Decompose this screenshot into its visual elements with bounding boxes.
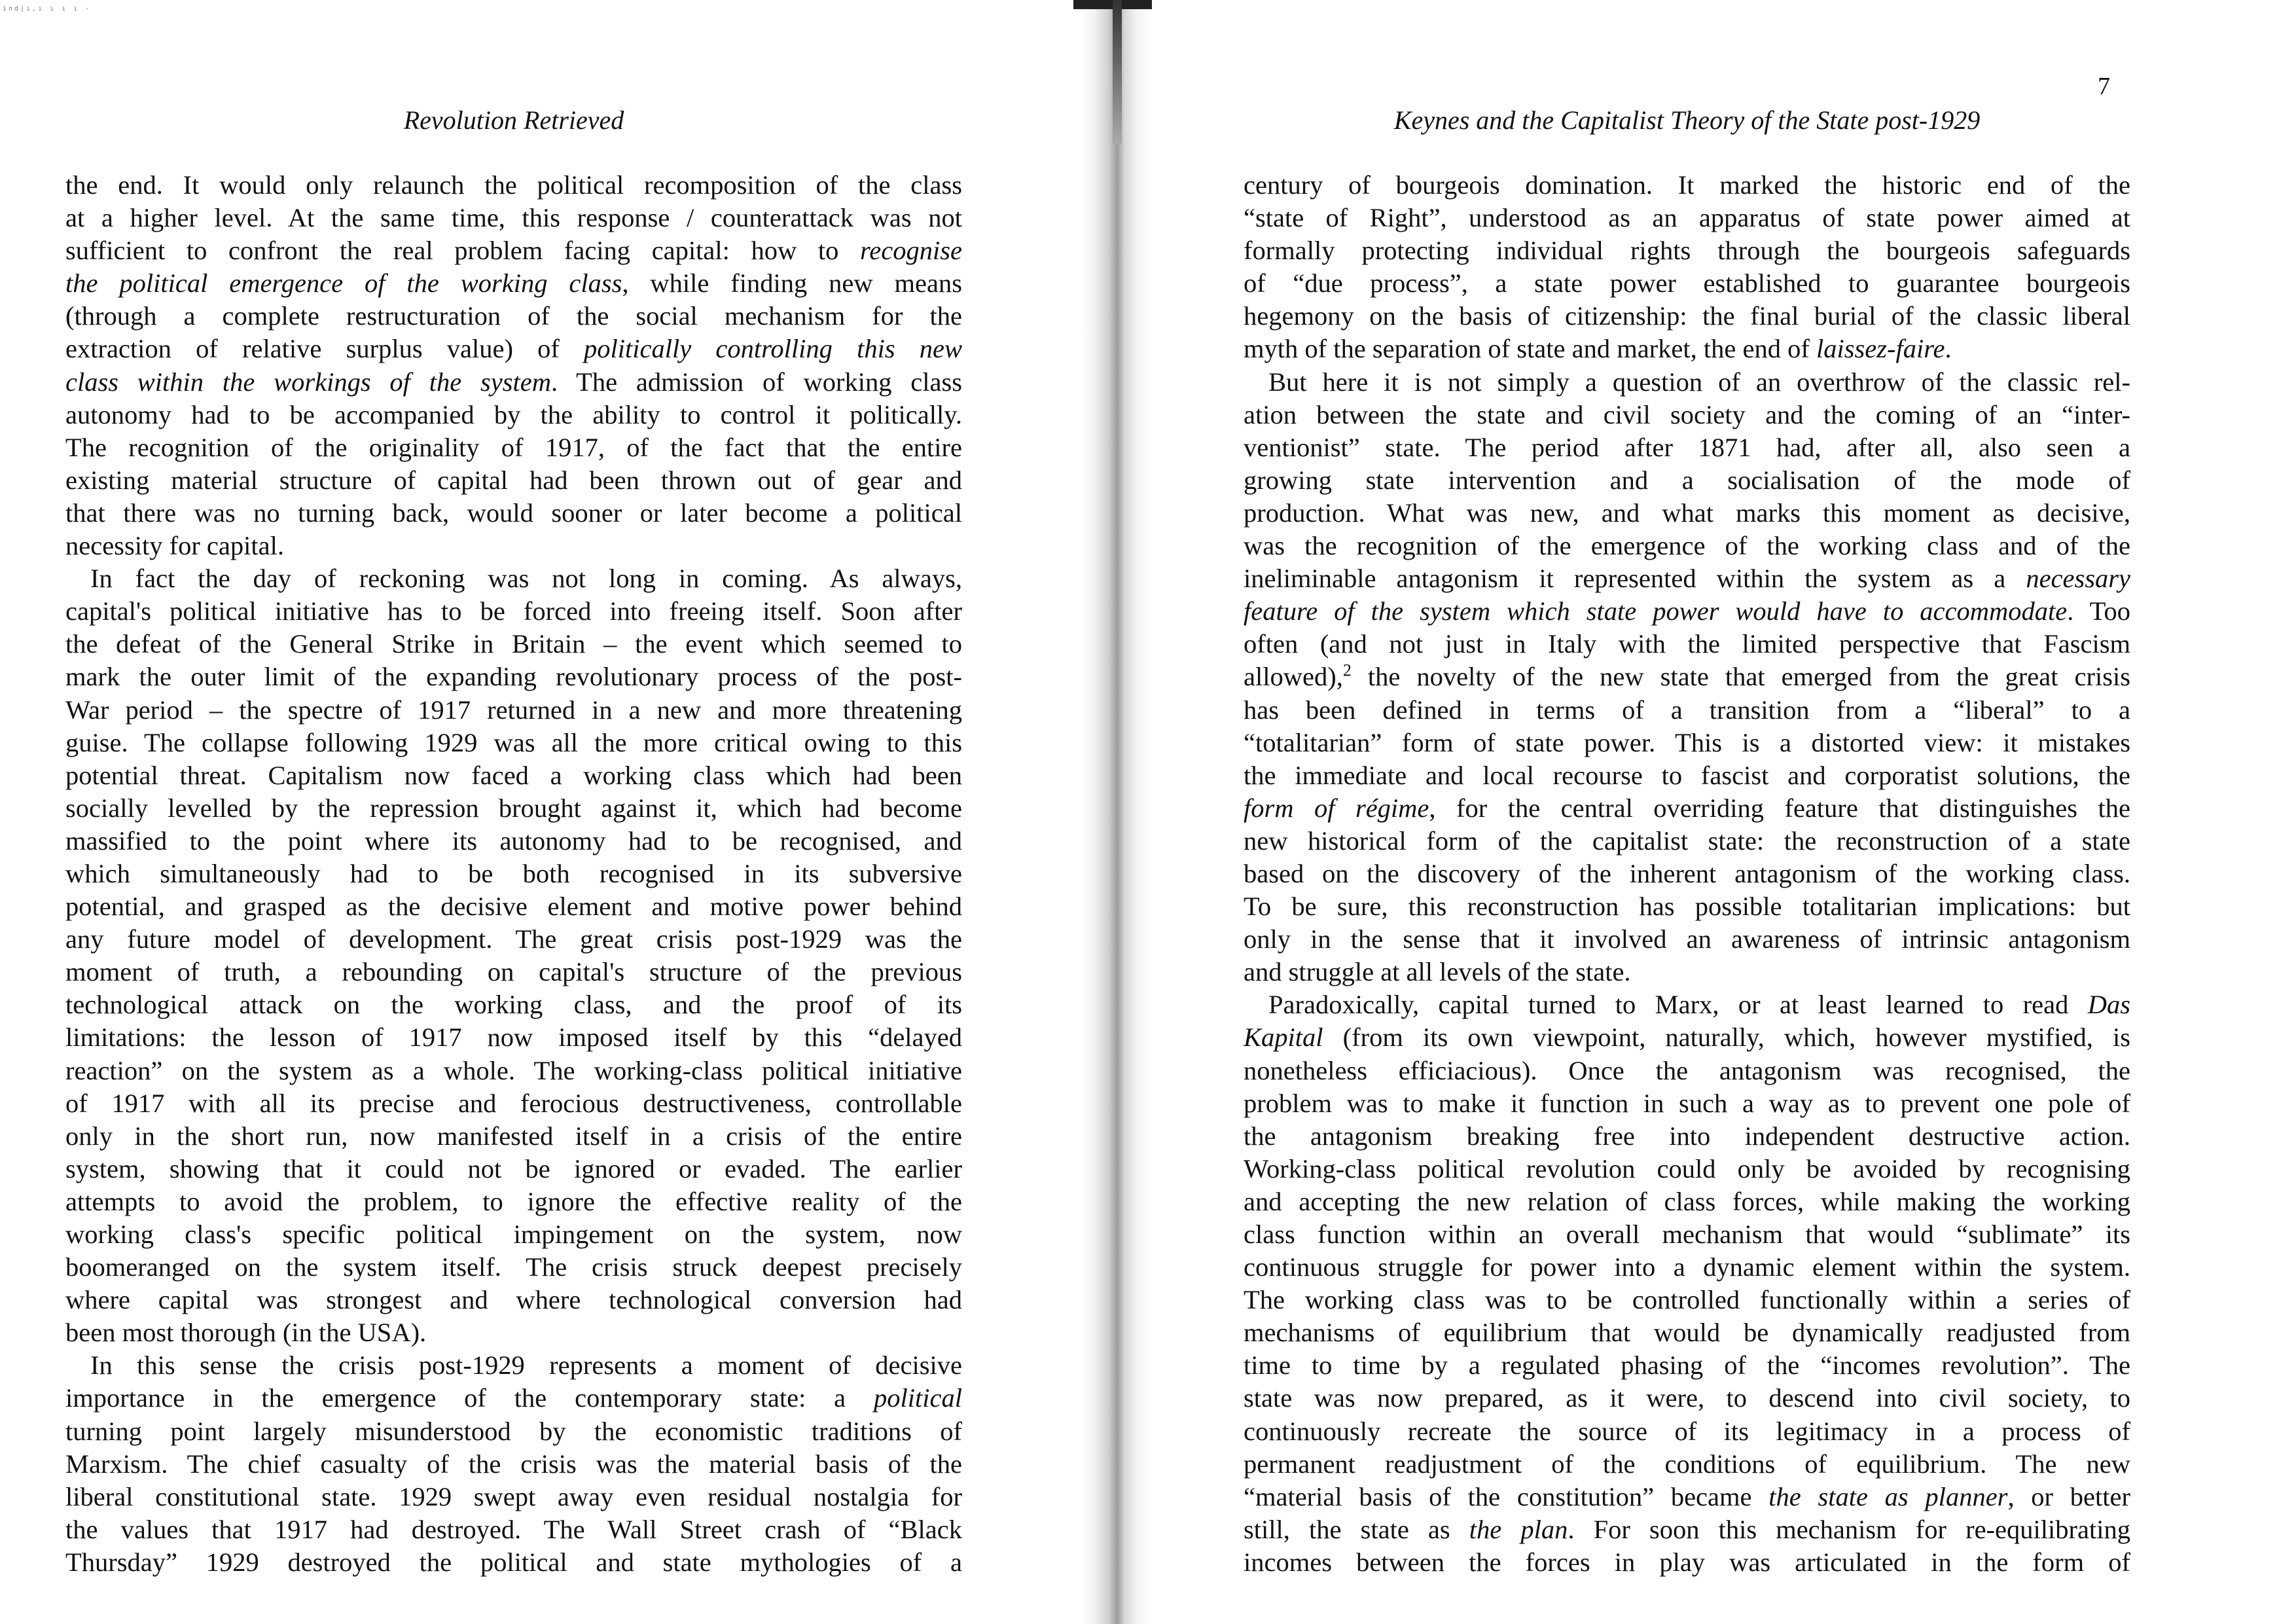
text-line: formally protecting individual rights through the bourgeois safeguards: [1244, 236, 2130, 266]
text-line: problem was to make it function in such a way as to prevent one pole of: [1244, 1088, 2130, 1118]
text-segment: .: [1945, 334, 1952, 364]
italic-text: recognise: [860, 236, 962, 266]
text-line: mark the outer limit of the expanding revolutionary process of the post-: [65, 662, 962, 692]
text-line: liberal constitutional state. 1929 swept away even residual nostalgia for: [65, 1481, 962, 1511]
text-segment: (from its own viewpoint, naturally, which, however mystified, is: [1323, 1022, 2130, 1053]
text-line: The recognition of the originality of 1917, of the fact that the entire: [65, 432, 962, 462]
text-line: [1244, 792, 2130, 825]
text-line: [1244, 988, 2130, 1021]
text-line: [1244, 595, 2130, 628]
text-line: [1244, 1021, 2130, 1054]
text-segment: , for the central overriding feature that distinguishes the: [1429, 793, 2130, 823]
text-segment: . The admission of working class: [550, 367, 963, 397]
text-line: [65, 333, 962, 365]
text-segment: . For soon this mechanism for re-equilibrating: [1568, 1514, 2130, 1544]
text-segment: Paradoxically, capital turned to Marx, or at least learned to read: [1268, 990, 2088, 1020]
text-line: been most thorough (in the USA).: [65, 1318, 427, 1348]
text-line: incomes between the forces in play was articulated in the form of: [1244, 1547, 2130, 1577]
text-line: of 1917 with all its precise and ferocious destructiveness, controllable: [65, 1088, 962, 1118]
text-line: working class's specific political impingement on the system, now: [65, 1219, 962, 1249]
text-line: century of bourgeois domination. It marked the historic end of the: [1244, 170, 2130, 200]
text-line: [1244, 1513, 2130, 1546]
text-line: that there was no turning back, would sooner or later become a political: [65, 497, 962, 528]
text-line: the defeat of the General Strike in Britain – the event which seemed to: [65, 629, 962, 659]
left-page-body: [65, 169, 962, 1579]
text-line: new historical form of the capitalist state: the reconstruction of a state: [1244, 825, 2130, 856]
text-line: moment of truth, a rebounding on capital's structure of the previous: [65, 957, 962, 987]
text-line: the immediate and local recourse to fascist and corporatist solutions, the: [1244, 760, 2130, 790]
text-line: which simultaneously had to be both recognised in its subversive: [65, 858, 962, 888]
text-line: permanent readjustment of the conditions of equilibrium. The new: [1244, 1449, 2130, 1479]
text-segment: still, the state as: [1244, 1514, 1469, 1544]
text-line: based on the discovery of the inherent antagonism of the working class.: [1244, 858, 2130, 888]
text-line: [1244, 562, 2130, 595]
text-line: any future model of development. The great crisis post-1929 was the: [65, 924, 962, 954]
text-line: capital's political initiative has to be forced into freeing itself. Soon after: [65, 596, 962, 626]
text-line: only in the sense that it involved an awareness of intrinsic antagonism: [1244, 924, 2130, 954]
text-line: In fact the day of reckoning was not long in coming. As always,: [90, 564, 962, 594]
text-line: [65, 366, 962, 399]
text-line: at a higher level. At the same time, this response / counterattack was not: [65, 203, 962, 233]
text-line: production. What was new, and what marks this moment as decisive,: [1244, 497, 2130, 528]
text-line: Working-class political revolution could only be avoided by recognising: [1244, 1153, 2130, 1183]
text-line: ventionist” state. The period after 1871 had, after all, also seen a: [1244, 432, 2130, 462]
text-line: In this sense the crisis post-1929 represents a moment of decisive: [90, 1350, 962, 1380]
text-line: The working class was to be controlled functionally within a series of: [1244, 1285, 2130, 1315]
text-line: and accepting the new relation of class forces, while making the working: [1244, 1186, 2130, 1216]
book-gutter: [1080, 0, 1152, 1624]
text-line: technological attack on the working class, and the proof of its: [65, 990, 962, 1020]
gutter-binding-stem: [1113, 0, 1122, 144]
right-page-body: [1244, 169, 2130, 1579]
text-line: continuous struggle for power into a dynamic element within the system.: [1244, 1252, 2130, 1282]
page-number: 7: [2098, 73, 2110, 100]
text-line: reaction” on the system as a whole. The working-class political initiative: [65, 1055, 962, 1085]
text-line: “state of Right”, understood as an apparatus of state power aimed at: [1244, 203, 2130, 233]
text-line: state was now prepared, as it were, to descend into civil society, to: [1244, 1383, 2130, 1413]
text-line: class function within an overall mechanism that would “sublimate” its: [1244, 1219, 2130, 1249]
text-segment: ineliminable antagonism it represented within the system as a: [1244, 564, 2026, 594]
text-line: existing material structure of capital had been thrown out of gear and: [65, 465, 962, 495]
italic-text: politically controlling this new: [584, 334, 962, 364]
text-line: limitations: the lesson of 1917 now imposed itself by this “delayed: [65, 1022, 962, 1053]
text-line: where capital was strongest and where technological conversion had: [65, 1285, 962, 1315]
text-line: (through a complete restructuration of the social mechanism for the: [65, 301, 962, 331]
text-line: [1244, 1481, 2130, 1513]
text-line: guise. The collapse following 1929 was all the more critical owing to this: [65, 727, 962, 757]
text-line: of “due process”, a state power established to guarantee bourgeois: [1244, 268, 2130, 298]
text-line: ation between the state and civil society and the coming of an “inter-: [1244, 399, 2130, 429]
text-segment: , or better: [2007, 1481, 2130, 1511]
text-line: hegemony on the basis of citizenship: the final burial of the classic liberal: [1244, 301, 2130, 331]
text-segment: importance in the emergence of the contemporary state: a: [65, 1383, 874, 1413]
text-line: has been defined in terms of a transition from a “liberal” to a: [1244, 695, 2130, 725]
text-segment: the novelty of the new state that emerged from the great crisis: [1351, 662, 2130, 692]
text-line: But here it is not simply a question of an overthrow of the classic rel-: [1268, 367, 2130, 397]
text-line: the antagonism breaking free into independent destructive action.: [1244, 1121, 2130, 1151]
italic-text: feature of the system which state power would have to accommodate: [1244, 596, 2068, 626]
text-line: time to time by a regulated phasing of the “incomes revolution”. The: [1244, 1350, 2130, 1380]
italic-text: Das: [2087, 990, 2130, 1020]
text-line: the values that 1917 had destroyed. The Wall Street crash of “Black: [65, 1514, 962, 1544]
text-line: continuously recreate the source of its legitimacy in a process of: [1244, 1416, 2130, 1446]
italic-text: the state as planner: [1768, 1481, 2008, 1511]
text-segment: . Too: [2067, 596, 2130, 626]
left-running-head: Revolution Retrieved: [403, 105, 624, 135]
text-line: boomeranged on the system itself. The crisis struck deepest precisely: [65, 1252, 962, 1282]
text-segment: “material basis of the constitution” became: [1244, 1481, 1769, 1511]
italic-text: Kapital: [1244, 1022, 1323, 1053]
text-line: turning point largely misunderstood by the economistic traditions of: [65, 1416, 962, 1446]
text-line: War period – the spectre of 1917 returned in a new and more threatening: [65, 695, 962, 725]
text-line: [1244, 660, 2130, 693]
footnote-reference: 2: [1342, 660, 1352, 680]
text-line: potential, and grasped as the decisive element and motive power behind: [65, 892, 962, 922]
text-line: system, showing that it could not be ignored or evaded. The earlier: [65, 1153, 962, 1183]
text-line: only in the short run, now manifested itself in a crisis of the entire: [65, 1121, 962, 1151]
text-line: growing state intervention and a socialisation of the mode of: [1244, 465, 2130, 495]
italic-text: necessary: [2026, 564, 2130, 594]
italic-text: the political emergence of the working class: [65, 268, 622, 298]
text-line: and struggle at all levels of the state.: [1244, 957, 1631, 987]
italic-text: class within the workings of the system: [65, 367, 551, 397]
text-line: often (and not just in Italy with the limited perspective that Fascism: [1244, 629, 2130, 659]
text-line: massified to the point where its autonomy had to be recognised, and: [65, 825, 962, 856]
text-line: [1244, 333, 2130, 365]
text-line: necessity for capital.: [65, 531, 284, 561]
text-line: socially levelled by the repression brought against it, which had become: [65, 793, 962, 823]
text-segment: , while finding new means: [622, 268, 962, 298]
text-line: nonetheless efficiacious). Once the antagonism was recognised, the: [1244, 1055, 2130, 1085]
text-line: autonomy had to be accompanied by the ability to control it politically.: [65, 399, 962, 429]
right-running-head: Keynes and the Capitalist Theory of the State post-1929: [1393, 105, 1981, 135]
text-line: [65, 1382, 962, 1415]
text-line: To be sure, this reconstruction has possible totalitarian implications: but: [1244, 892, 2130, 922]
text-line: “totalitarian” form of state power. This is a distorted view: it mistakes: [1244, 727, 2130, 757]
text-line: was the recognition of the emergence of the working class and of the: [1244, 531, 2130, 561]
text-line: the end. It would only relaunch the political recomposition of the class: [65, 170, 962, 200]
text-segment: allowed),: [1244, 662, 1343, 692]
text-line: Thursday” 1929 destroyed the political and state mythologies of a: [65, 1547, 962, 1577]
italic-text: laissez-faire: [1816, 334, 1945, 364]
text-line: attempts to avoid the problem, to ignore the effective reality of the: [65, 1186, 962, 1216]
italic-text: form of régime: [1244, 793, 1429, 823]
text-segment: extraction of relative surplus value) of: [65, 334, 584, 364]
italic-text: political: [874, 1383, 962, 1413]
text-line: [65, 267, 962, 300]
italic-text: the plan: [1469, 1514, 1568, 1544]
text-line: mechanisms of equilibrium that would be dynamically readjusted from: [1244, 1318, 2130, 1348]
text-segment: sufficient to confront the real problem facing capital: how to: [65, 236, 861, 266]
text-line: potential threat. Capitalism now faced a working class which had been: [65, 760, 962, 790]
text-segment: myth of the separation of state and market, the end of: [1244, 334, 1816, 364]
scan-mark: ind|ı,ı ı ı ı ·: [3, 5, 92, 12]
text-line: [65, 234, 962, 267]
text-line: Marxism. The chief casualty of the crisis was the material basis of the: [65, 1449, 962, 1479]
